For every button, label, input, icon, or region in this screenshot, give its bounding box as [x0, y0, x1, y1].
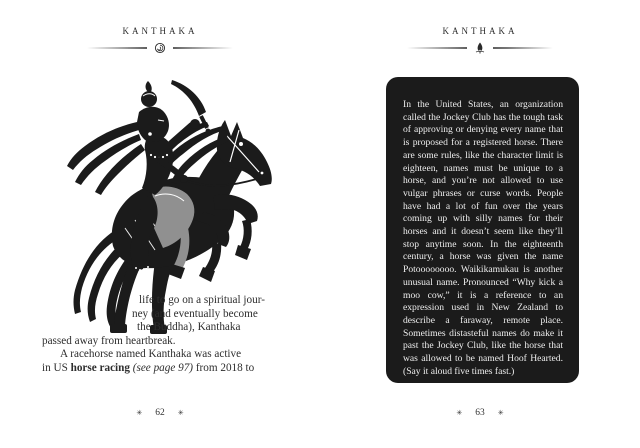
asterisk-ornament-icon: ✳ [177, 409, 184, 417]
body-line [42, 362, 306, 376]
page-cross-reference: (see page 97) [129, 361, 196, 374]
right-divider-rule [405, 41, 555, 55]
rider-hair [67, 122, 145, 195]
page-number: 62 [155, 408, 165, 418]
body-line: ney (and eventually become [132, 307, 258, 320]
spiral-ornament-icon [155, 43, 164, 52]
asterisk-ornament-icon: ✳ [456, 409, 463, 417]
fact-box-text: In the United States, an organization called the Jockey Club has the tough task of approving or denying every name that is proposed for a registered horse. There are some rules, like the character limit is eighteen, names must be unique to a horse, and you’re not allowed to use vulgar phrases or curse words. People have had a lot of fun over the years coming up with silly names for their horses and it doesn’t seem like they’ll stop anytime soon. In the eighteenth century, a horse was given the name Potoooooooo. Waikikamukau is another unusual name. Pronounced “Why kick a moo cow,” it is a reference to an expression used in New Zealand to describe a faraway, remote place. Sometimes distasteful names do make it past the Jockey Club, like the horse that was allowed to be named Hoof Hearted. (Say it aloud five times fast.) [403, 99, 563, 377]
body-segment: in US [42, 361, 71, 374]
left-running-head: KANTHAKA [122, 26, 198, 36]
left-body-text [42, 294, 306, 376]
left-divider-rule [85, 41, 235, 55]
page-number: 63 [475, 408, 485, 418]
asterisk-ornament-icon: ✳ [136, 409, 143, 417]
rider-head [137, 107, 169, 142]
right-folio [320, 408, 640, 418]
sidebar-fact-box [387, 78, 578, 382]
left-folio [0, 408, 320, 418]
asterisk-ornament-icon: ✳ [497, 409, 504, 417]
body-line: the Buddha), Kanthaka [137, 321, 241, 334]
right-page [320, 0, 640, 448]
body-segment: from 2018 to [195, 361, 255, 374]
body-line: passed away from heartbreak. [42, 334, 176, 347]
leaf-ornament-icon [476, 43, 484, 54]
body-segment-bold: horse racing [70, 361, 130, 374]
rider-crest [146, 81, 152, 93]
right-running-head: KANTHAKA [442, 26, 518, 36]
body-line: life to go on a spiritual jour- [139, 294, 265, 306]
body-line: A racehorse named Kanthaka was active [60, 348, 242, 361]
